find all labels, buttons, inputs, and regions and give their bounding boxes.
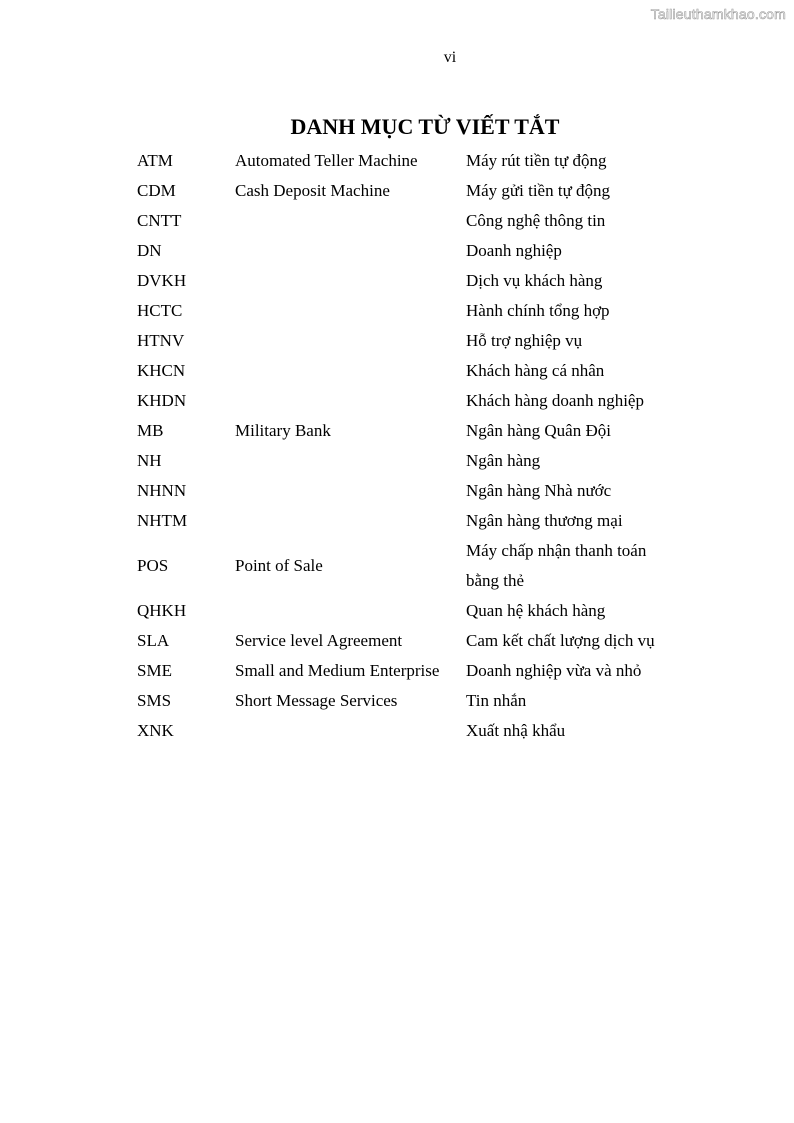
abbreviation-row — [137, 416, 676, 446]
page-number: vi — [443, 49, 457, 66]
abbreviation-code: SLA — [137, 631, 170, 650]
vietnamese-term-line: Hỗ trợ nghiệp vụ — [466, 331, 583, 350]
abbreviation-table-body — [137, 146, 676, 746]
vietnamese-term-line: Doanh nghiệp vừa và nhỏ — [466, 661, 642, 680]
vietnamese-term — [466, 596, 676, 626]
abbreviation-row — [137, 656, 676, 686]
vietnamese-term-line: Máy rút tiền tự động — [466, 151, 607, 170]
watermark-text: Tailieuthamkhao.com — [650, 6, 786, 22]
abbreviation-row — [137, 356, 676, 386]
abbreviation-code: POS — [137, 556, 169, 575]
english-term: Short Message Services — [235, 691, 398, 710]
abbreviation-row — [137, 716, 676, 746]
vietnamese-term-line: Công nghệ thông tin — [466, 211, 606, 230]
vietnamese-term — [466, 356, 676, 386]
abbreviation-code: HTNV — [137, 331, 185, 350]
vietnamese-term — [466, 326, 676, 356]
english-term — [235, 296, 466, 326]
vietnamese-term-line: Cam kết chất lượng dịch vụ — [466, 631, 655, 650]
abbreviation-code: MB — [137, 421, 164, 440]
abbreviation-row — [137, 386, 676, 416]
english-term: Military Bank — [235, 421, 331, 440]
english-term: Point of Sale — [235, 556, 323, 575]
english-term — [235, 236, 466, 266]
vietnamese-term-line: Dịch vụ khách hàng — [466, 271, 603, 290]
abbreviation-code: KHDN — [137, 391, 187, 410]
vietnamese-term — [466, 446, 676, 476]
english-term — [235, 386, 466, 416]
abbreviation-row — [137, 296, 676, 326]
vietnamese-term — [466, 206, 676, 236]
abbreviation-row — [137, 536, 676, 596]
vietnamese-term-line: Máy chấp nhận thanh toán — [466, 541, 647, 560]
vietnamese-term — [466, 716, 676, 746]
abbreviation-code: NHTM — [137, 511, 188, 530]
vietnamese-term — [466, 626, 676, 656]
abbreviation-code: NHNN — [137, 481, 187, 500]
vietnamese-term — [466, 476, 676, 506]
abbreviation-row — [137, 326, 676, 356]
abbreviation-code: SME — [137, 661, 172, 680]
vietnamese-term-line: Máy gửi tiền tự động — [466, 181, 611, 200]
vietnamese-term-line: Ngân hàng Nhà nước — [466, 481, 612, 500]
abbreviation-row — [137, 476, 676, 506]
english-term — [235, 596, 466, 626]
vietnamese-term — [466, 386, 676, 416]
english-term: Cash Deposit Machine — [235, 181, 390, 200]
english-term: Service level Agreement — [235, 631, 403, 650]
abbreviation-code: KHCN — [137, 361, 186, 380]
vietnamese-term-line: Khách hàng cá nhân — [466, 361, 605, 380]
english-term — [235, 266, 466, 296]
vietnamese-term-line: Doanh nghiệp — [466, 241, 562, 260]
vietnamese-term-line: Tin nhắn — [466, 691, 527, 710]
abbreviation-code: XNK — [137, 721, 174, 740]
english-term — [235, 476, 466, 506]
vietnamese-term-line: Quan hệ khách hàng — [466, 601, 606, 620]
vietnamese-term — [466, 416, 676, 446]
vietnamese-term — [466, 686, 676, 716]
english-term — [235, 326, 466, 356]
abbreviation-code: SMS — [137, 691, 172, 710]
abbreviation-row — [137, 506, 676, 536]
abbreviation-row — [137, 146, 676, 176]
english-term: Automated Teller Machine — [235, 151, 418, 170]
abbreviation-code: NH — [137, 451, 162, 470]
abbreviation-table — [137, 146, 676, 746]
abbreviation-row — [137, 236, 676, 266]
vietnamese-term — [466, 176, 676, 206]
vietnamese-term-line: Ngân hàng — [466, 451, 541, 470]
abbreviation-row — [137, 626, 676, 656]
english-term — [235, 716, 466, 746]
vietnamese-term — [466, 506, 676, 536]
english-term — [235, 446, 466, 476]
vietnamese-term-line: Ngân hàng Quân Đội — [466, 421, 611, 440]
english-term: Small and Medium Enterprise — [235, 661, 440, 680]
english-term — [235, 506, 466, 536]
english-term — [235, 206, 466, 236]
abbreviation-code: CNTT — [137, 211, 182, 230]
abbreviation-row — [137, 686, 676, 716]
vietnamese-term — [466, 536, 676, 596]
vietnamese-term-line: Khách hàng doanh nghiệp — [466, 391, 644, 410]
vietnamese-term — [466, 146, 676, 176]
vietnamese-term — [466, 296, 676, 326]
abbreviation-code: ATM — [137, 151, 173, 170]
abbreviation-row — [137, 596, 676, 626]
vietnamese-term-line: Xuất nhậ khẩu — [466, 721, 566, 740]
abbreviation-code: CDM — [137, 181, 176, 200]
vietnamese-term-line: bằng thẻ — [466, 571, 525, 590]
abbreviation-code: HCTC — [137, 301, 183, 320]
abbreviation-row — [137, 266, 676, 296]
abbreviation-row — [137, 176, 676, 206]
english-term — [235, 356, 466, 386]
abbreviation-row — [137, 206, 676, 236]
abbreviation-code: QHKH — [137, 601, 187, 620]
vietnamese-term-line: Hành chính tổng hợp — [466, 301, 610, 320]
vietnamese-term-line: Ngân hàng thương mại — [466, 511, 623, 530]
abbreviation-code: DN — [137, 241, 162, 260]
abbreviation-row — [137, 446, 676, 476]
abbreviation-code: DVKH — [137, 271, 187, 290]
vietnamese-term — [466, 236, 676, 266]
vietnamese-term — [466, 656, 676, 686]
vietnamese-term — [466, 266, 676, 296]
page-title: DANH MỤC TỪ VIẾT TẮT — [290, 114, 560, 139]
